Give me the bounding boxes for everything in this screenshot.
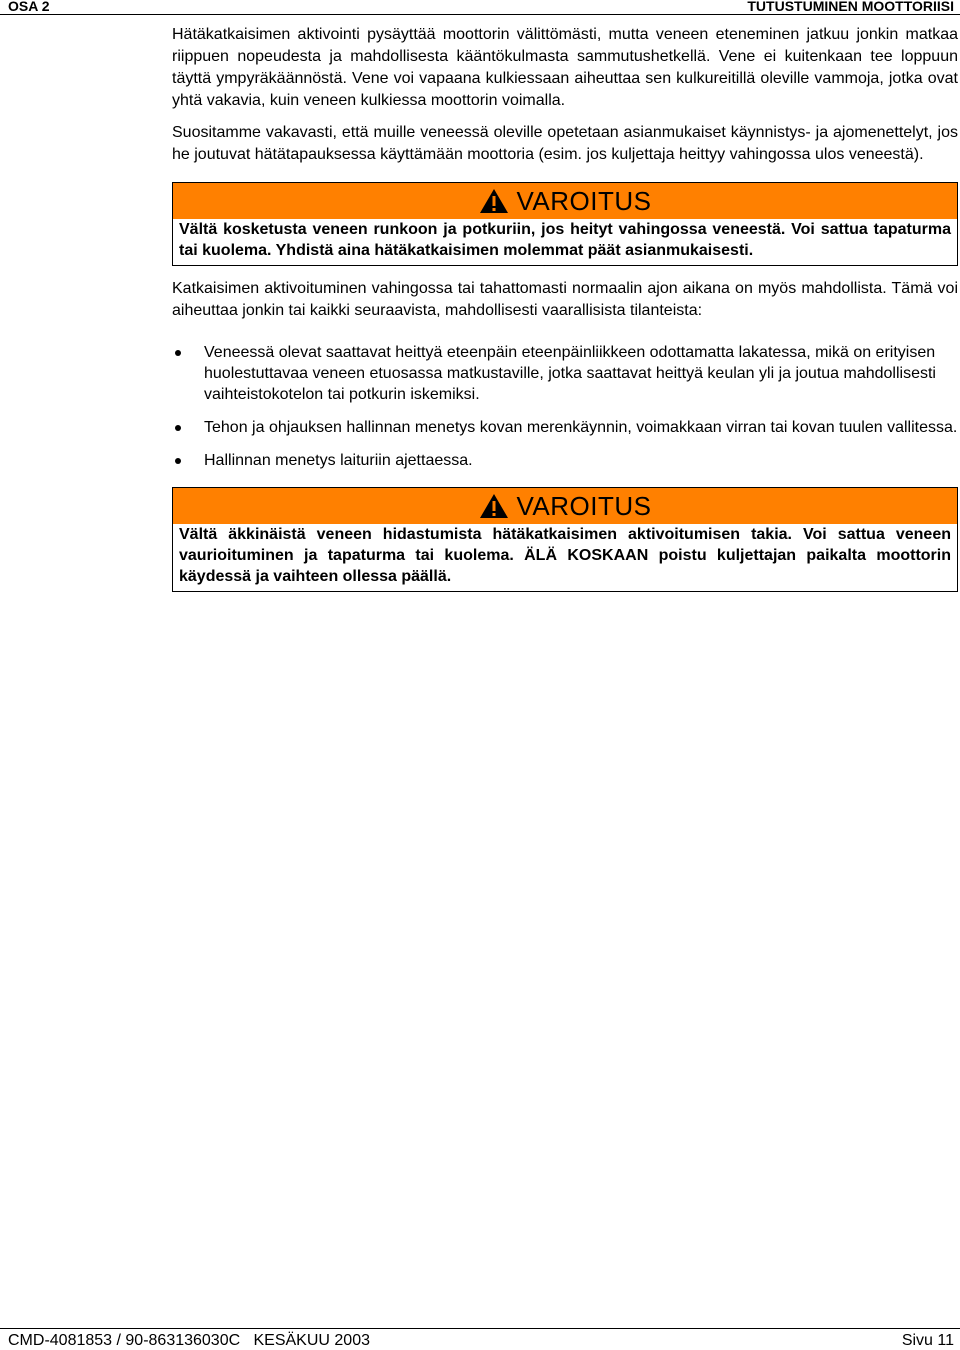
list-item: Hallinnan menetys laituriin ajettaessa. <box>172 450 958 471</box>
bullet-icon <box>175 458 181 464</box>
warning-text: Vältä äkkinäistä veneen hidastumista hätäkatkaisimen aktivoitumisen takia. Voi sattua veneen vaurioituminen ja tapaturma tai kuolema. ÄLÄ KOSKAAN poistu kuljettajan paikalta moottorin käydessä ja vaihteen ollessa päällä. <box>179 526 951 585</box>
page-number: Sivu 11 <box>901 1332 954 1349</box>
section-label: OSA 2 <box>8 0 50 14</box>
warning-text: Vältä kosketusta veneen runkoon ja potkuriin, jos heityt vahingossa veneestä. Voi sattua tapaturma tai kuolema. Yhdistä aina hätäkatkaisimen molemmat päät asianmukaisesti. <box>179 221 951 259</box>
paragraph-recommendation: Suositamme vakavasti, että muille veneessä oleville opetetaan asianmukaiset käynnistys- ja ajomenettelyt, jos he joutuvat hätätapauksessa käyttämään moottoria (esim. jos kuljettaja heittyy vahingossa ulos veneestä). <box>172 124 958 163</box>
bullet-icon <box>175 350 181 356</box>
warning-box <box>172 182 958 266</box>
document-id: CMD-4081853 / 90-863136030C KESÄKUU 2003 <box>8 1332 370 1349</box>
list-item: Tehon ja ohjauksen hallinnan menetys kovan merenkäynnin, voimakkaan virran tai kovan tuulen vallitessa. <box>172 417 958 438</box>
warning-header <box>173 488 957 524</box>
bullet-icon <box>175 425 181 431</box>
paragraph-accidental-activation: Katkaisimen aktivoituminen vahingossa tai tahattomasti normaalin ajon aikana on myös mahdollista. Tämä voi aiheuttaa jonkin tai kaikki seuraavista, mahdollisesti vaarallisista tilanteista: <box>172 280 958 319</box>
page-content <box>172 24 958 604</box>
warning-title: VAROITUS <box>516 490 652 521</box>
page-footer <box>0 1328 960 1348</box>
paragraph-emergency-stop: Hätäkatkaisimen aktivointi pysäyttää moottorin välittömästi, mutta veneen eteneminen jatkuu jonkin matkaa riippuen nopeudesta ja mahdollisesta kääntökulmasta sammutushetkellä. Vene ei kuitenkaan tee loppuun täyttä ympyräkäännöstä. Vene voi vapaana kulkiessaan aiheuttaa sen kulkureitillä oleville vammoja, jotka ovat yhtä vakavia, kuin veneen kulkiessa moottorin voimalla. <box>172 26 958 109</box>
hazard-list <box>172 342 958 471</box>
warning-triangle-icon <box>479 493 509 519</box>
chapter-title: TUTUSTUMINEN MOOTTORIISI <box>747 0 954 14</box>
warning-box <box>172 487 958 592</box>
list-item: Veneessä olevat saattavat heittyä eteenpäin eteenpäinliikkeen odottamatta lakatessa, mikä on erityisen huolestuttavaa veneen etuosassa matkustaville, jotka saattavat heittyä keulan yli ja joutua mahdollisesti vaihteistokotelon tai potkurin iskemiksi. <box>172 342 958 405</box>
warning-header <box>173 183 957 219</box>
warning-title: VAROITUS <box>516 185 652 216</box>
page-header <box>0 0 960 15</box>
warning-triangle-icon <box>479 188 509 214</box>
